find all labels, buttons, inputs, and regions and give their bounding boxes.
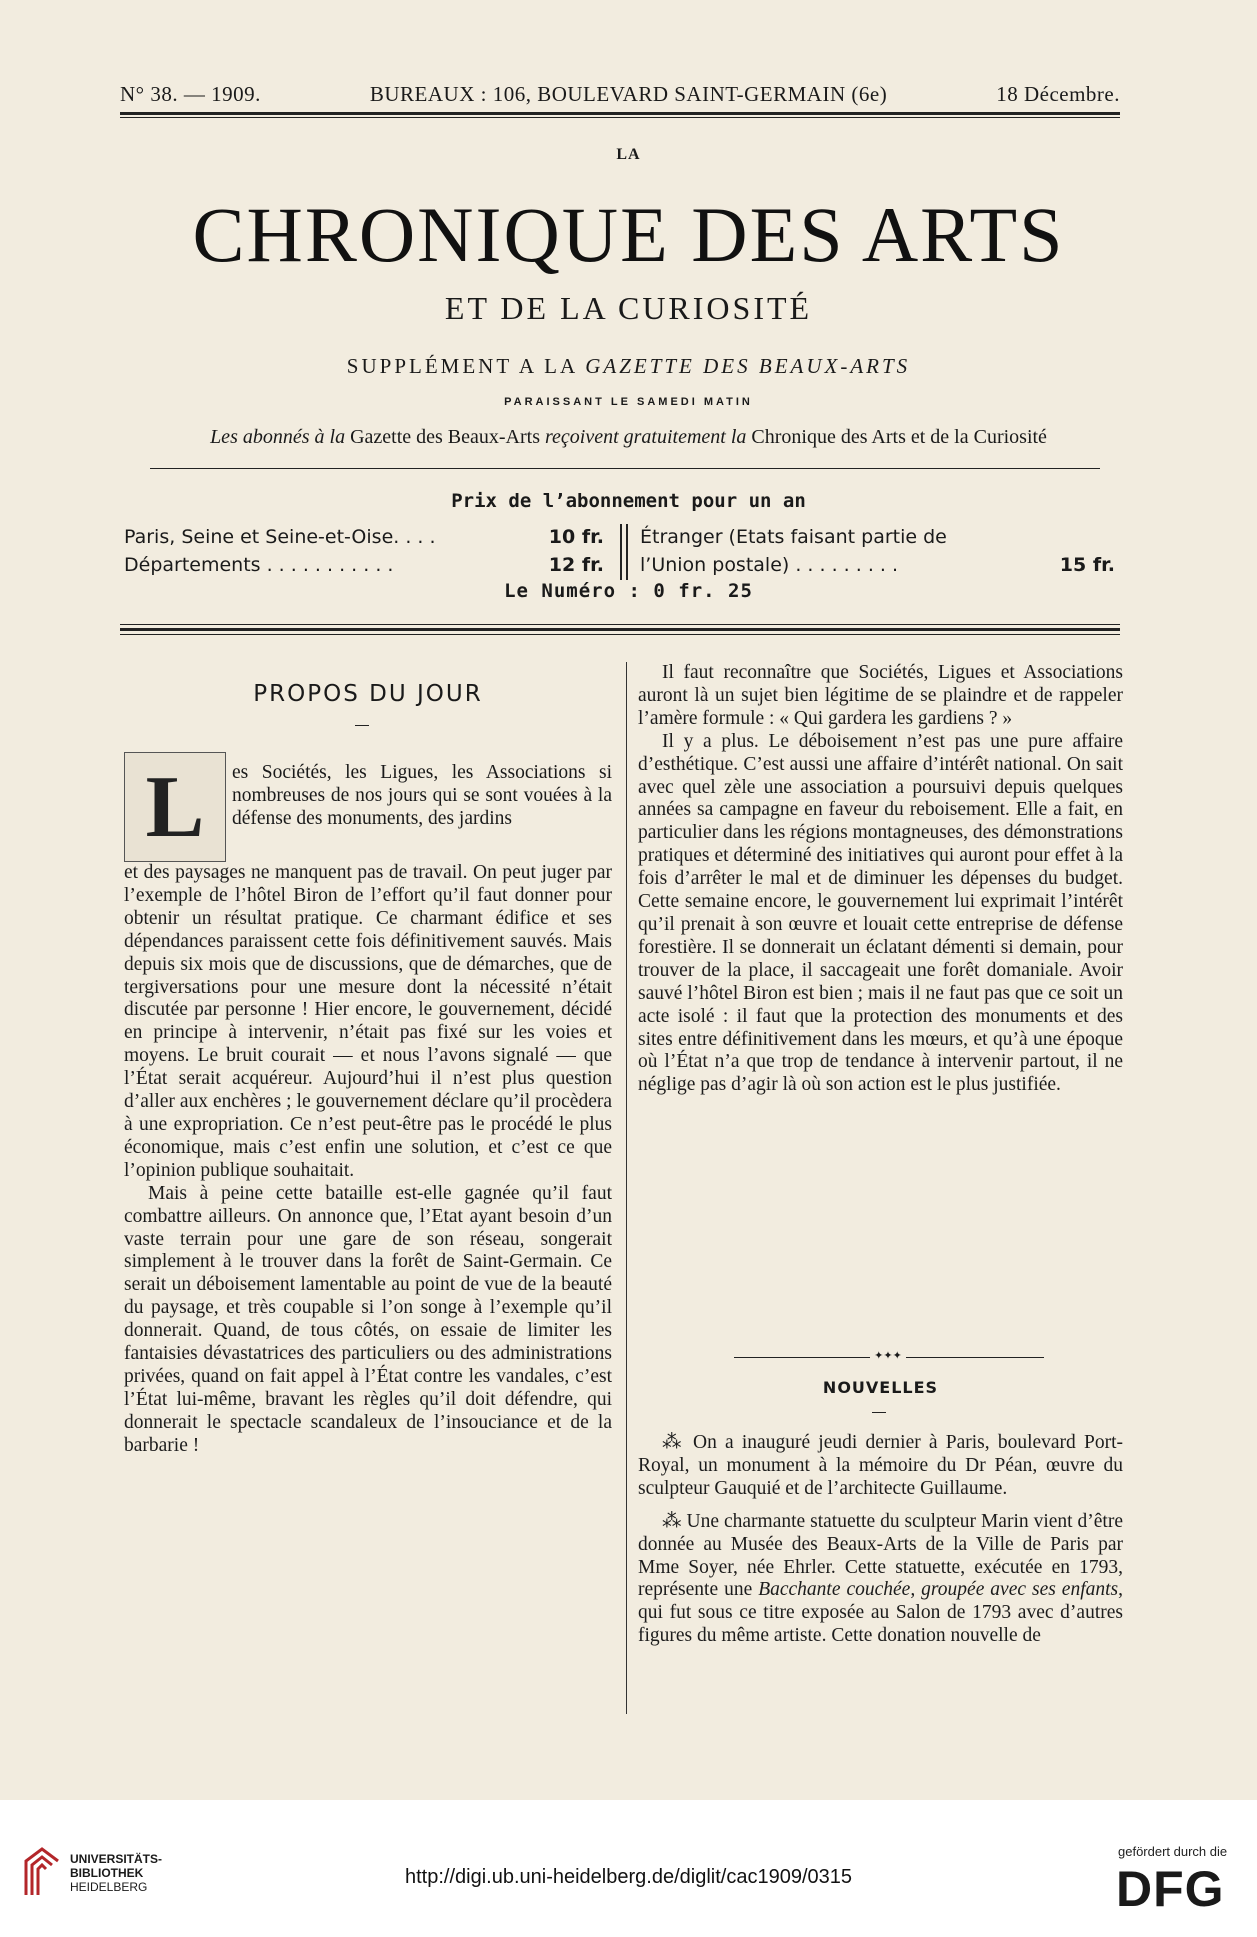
- supplement-line: [0, 354, 1257, 379]
- nouvelles-ornament-icon: ✦✦✦: [870, 1349, 906, 1362]
- masthead-rule: [150, 468, 1100, 469]
- subscription-divider-2: [626, 524, 628, 580]
- paris-label: Paris, Seine et Seine-et-Oise. . . .: [124, 526, 436, 548]
- nouvelles-dash: [872, 1412, 886, 1413]
- section-rule-3: [120, 634, 1120, 635]
- article-heading-dash: [355, 725, 369, 726]
- nouvelles-item: ⁂ On a inauguré jeudi dernier à Paris, boulevard Port-Royal, un monument à la mémoire du Dr Péan, œuvre du sculpteur Gauquié et de l’architecte Guillaume.: [638, 1432, 1123, 1499]
- nouvelles-item2-italic: Bacchante couchée, groupée avec ses enfants: [758, 1579, 1119, 1601]
- ub-line-3: HEIDELBERG: [70, 1880, 148, 1894]
- nouvelles-item2-b: , qui fut sous ce titre exposée au Salon de 1793 avec d’autres figures du même artiste. Cette donation nouvelle de: [638, 1579, 1123, 1647]
- section-rule-1: [120, 624, 1120, 625]
- article-paragraph: Mais à peine cette bataille est-elle gagnée qu’il faut combattre ailleurs. On annonce que, l’Etat ayant besoin d’un vaste terrain pour une gare de son réseau, songerait simplement à le trouver dans la forêt de Saint-Germain. Ce serait un déboisement lamentable au point de vue de la beauté du paysage, et très coupable si l’on songe à l’exemple qu’il donnerait. Quand, de tous côtés, on essaie de limiter les fantaisies dévastatrices des particuliers ou des administrations privées, quand on fait appel à l’État contre les vandales, c’est l’État lui-même, bravant les règles qu’il doit défendre, qui donnerait le spectacle scandaleux de l’insouciance et de la barbarie !: [124, 1182, 612, 1456]
- etranger-price: 15 fr.: [1059, 554, 1115, 576]
- departements-price: 12 fr.: [548, 554, 604, 576]
- issue-number: N° 38. — 1909.: [120, 82, 261, 106]
- supplement-gazette: GAZETTE DES BEAUX-ARTS: [585, 354, 911, 378]
- numero-price: Le Numéro : 0 fr. 25: [504, 580, 753, 602]
- abonnes-d: Chronique des Arts et de la Curiosité: [746, 426, 1047, 448]
- ub-line-1: UNIVERSITÄTS-: [70, 1852, 163, 1866]
- abonnes-a: Les abonnés à la: [210, 426, 346, 448]
- departements-label: Départements . . . . . . . . . . .: [124, 554, 394, 576]
- article-paragraph: Il faut reconnaître que Sociétés, Ligues et Associations auront là un sujet bien légitime de se plaindre et de rappeler l’amère formule : « Qui gardera les gardiens ? »: [638, 662, 1123, 729]
- source-url-link[interactable]: http://digi.ub.uni-heidelberg.de/diglit/cac1909/0315: [405, 1866, 852, 1888]
- abonnes-b: Gazette des Beaux-Arts: [345, 426, 545, 448]
- header-rule-thin: [120, 117, 1120, 118]
- issue-date: 18 Décembre.: [996, 82, 1120, 106]
- article-first-para: es Sociétés, les Ligues, les Associations si nombreuses de nos jours qui se sont vouées à la défense des monuments, des jardins: [232, 762, 612, 829]
- ornamental-dropcap: L: [124, 752, 226, 862]
- subscription-heading: Prix de l’abonnement pour un an: [451, 490, 806, 512]
- subscription-departements: [124, 554, 604, 576]
- paris-price: 10 fr.: [548, 526, 604, 548]
- dfg-logo: DFG: [1116, 1861, 1225, 1917]
- nouvelles-heading: NOUVELLES: [822, 1378, 939, 1397]
- paraissant-line: PARAISSANT LE SAMEDI MATIN: [504, 396, 753, 408]
- article-heading: PROPOS DU JOUR: [253, 681, 483, 707]
- subscription-etranger-1: [640, 526, 1115, 548]
- nouvelles-item: [638, 1511, 1123, 1648]
- supplement-prefix: SUPPLÉMENT A LA: [346, 354, 586, 378]
- article-right-column: [638, 662, 1123, 1097]
- article-paragraph: et des paysages ne manquent pas de travail. On peut juger par l’exemple de l’hôtel Biron de l’effort qu’il faut donner pour obtenir un résultat pratique. Ce charmant édifice et ses dépendances paraissent cette fois définitivement sauvés. Mais depuis six mois que de discussions, que de démarches, que de tergiversations pour une mesure dont la nécessité n’était discutée par personne ! Hier encore, le gouvernement, décidé en principe à intervenir, n’était pas fixé sur les voies et moyens. Le bruit courait — et nous l’avons signalé — que l’État serait acquéreur. Aujourd’hui il n’est plus question d’aller aux enchères ; le gouvernement déclare qu’il procèdera à une expropriation. Ce n’est peut-être pas le procédé le plus économique, mais c’est enfin une solution, et c’est ce que l’opinion publique souhaitait.: [124, 862, 612, 1181]
- masthead-subtitle: ET DE LA CURIOSITÉ: [444, 290, 813, 326]
- article-left-column: [124, 862, 612, 1458]
- subscription-paris: [124, 526, 604, 548]
- masthead-title: CHRONIQUE DES ARTS: [192, 191, 1065, 278]
- subscription-divider: [620, 524, 622, 580]
- etranger-label-1: Étranger (Etats faisant partie de: [640, 526, 947, 548]
- article-paragraph: Il y a plus. Le déboisement n’est pas une pure affaire d’esthétique. C’est aussi une affaire d’intérêt national. On sait avec quel zèle une association a poursuivi depuis quelques années sa campagne en faveur du reboisement. Elle a fait, en particulier dans les régions montagneuses, des démonstrations pratiques et déterminé des initiatives qui auront pour effet à la fois d’arrêter le mal et de diminuer les dépenses du budget. Cette semaine encore, le gouvernement lui exprimait l’intérêt qu’il prenait à son œuvre et louait cette entreprise de défense forestière. Il se donnerait un éclatant démenti si demain, pour trouver de la place, il saccageait une forêt domaniale. Avoir sauvé l’hôtel Biron est bien ; mais il ne faut pas que ce soit un acte isolé : il faut que la protection des monuments et des sites entre définitivement dans les mœurs, et qu’à une époque où l’État n’a que trop de tendance à intervenir partout, il ne néglige pas d’agir là où son action est le plus justifiée.: [638, 730, 1123, 1096]
- section-rule-2: [120, 628, 1120, 631]
- masthead-la: LA: [616, 146, 641, 163]
- bureaux-address: BUREAUX : 106, BOULEVARD SAINT-GERMAIN (6e): [369, 82, 888, 106]
- header-line: [120, 82, 1120, 107]
- ub-line-2: BIBLIOTHEK: [70, 1866, 144, 1880]
- nouvelles-column: [638, 1432, 1123, 1648]
- etranger-label-2: l’Union postale) . . . . . . . . .: [640, 554, 899, 576]
- nouvelles-item2-a: ⁂ Une charmante statuette du sculpteur Marin vient d’être donnée au Musée des Beaux-Arts de la Ville de Paris par Mme Soyer, née Ehrler. Cette statuette, exécutée en 1793, représente une: [638, 1510, 1123, 1601]
- abonnes-line: [0, 426, 1257, 449]
- subscription-etranger-2: [640, 554, 1115, 576]
- abonnes-c: reçoivent gratuitement la: [544, 426, 747, 448]
- dfg-funding-label: gefördert durch die: [1118, 1844, 1228, 1859]
- column-divider: [626, 662, 627, 1714]
- header-rule: [120, 112, 1120, 115]
